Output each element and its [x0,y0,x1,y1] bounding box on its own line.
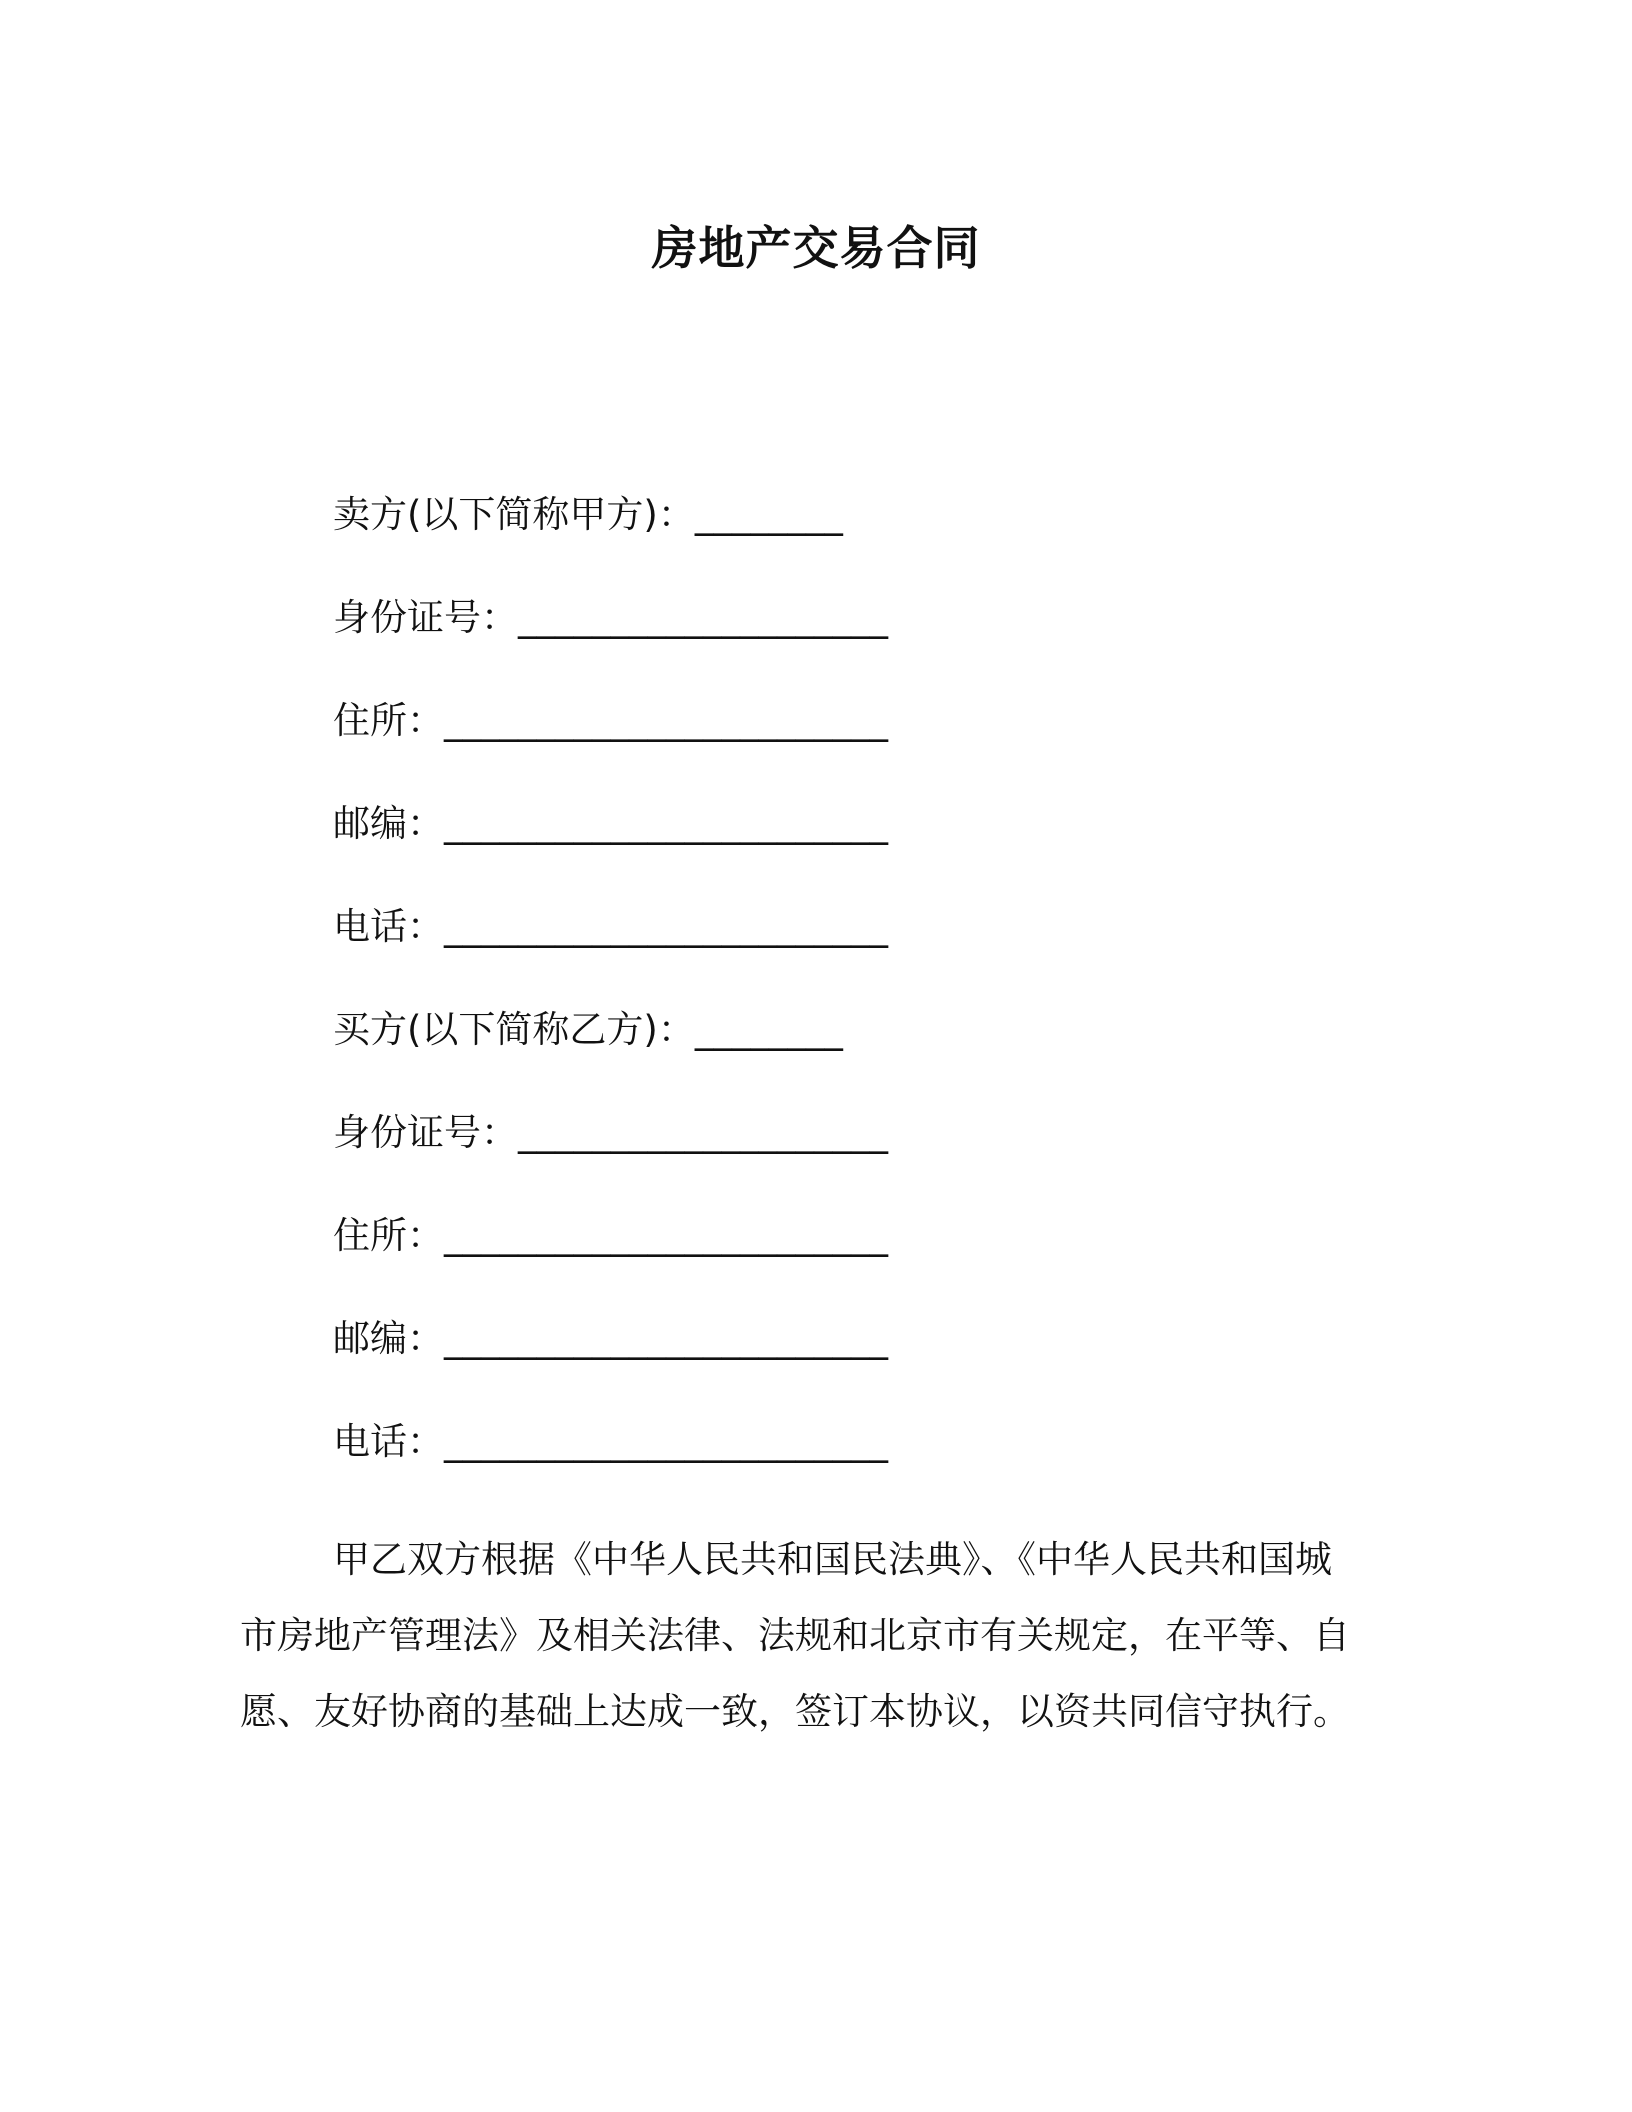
seller-address-label: 住所： [333,699,444,742]
seller-postcode-field [333,794,888,854]
seller-phone-label: 电话： [333,905,444,948]
buyer-name-blank: ________ [694,1008,843,1051]
preamble-line: 愿、友好协商的基础上达成一致，签订本协议，以资共同信守执行。 [240,1690,1350,1733]
seller-id-field [333,588,888,648]
buyer-postcode-blank: ________________________ [444,1317,888,1360]
seller-name-field [333,485,843,545]
seller-address-field [333,691,888,751]
buyer-phone-label: 电话： [333,1420,444,1463]
preamble-paragraph [240,1522,1390,1750]
seller-name-blank: ________ [694,493,843,536]
preamble-line: 甲乙双方根据《中华人民共和国民法典》、《中华人民共和国城 [333,1538,1332,1581]
buyer-postcode-label: 邮编： [333,1317,444,1360]
buyer-id-label: 身份证号： [333,1111,518,1154]
buyer-address-blank: ________________________ [444,1214,888,1257]
seller-phone-blank: ________________________ [444,905,888,948]
buyer-name-field [333,1000,843,1060]
buyer-address-field [333,1206,888,1266]
seller-name-label: 卖方(以下简称甲方)： [333,493,695,536]
buyer-phone-field [333,1412,888,1472]
document-title: 房地产交易合同 [651,221,981,275]
seller-postcode-label: 邮编： [333,802,444,845]
buyer-name-label: 买方(以下简称乙方)： [333,1008,695,1051]
buyer-address-label: 住所： [333,1214,444,1257]
seller-id-label: 身份证号： [333,596,518,639]
buyer-phone-blank: ________________________ [444,1420,888,1463]
seller-postcode-blank: ________________________ [444,802,888,845]
seller-address-blank: ________________________ [444,699,888,742]
buyer-id-blank: ____________________ [518,1111,888,1154]
buyer-id-field [333,1103,888,1163]
preamble-line: 市房地产管理法》及相关法律、法规和北京市有关规定，在平等、自 [240,1614,1350,1657]
buyer-postcode-field [333,1309,888,1369]
seller-id-blank: ____________________ [518,596,888,639]
seller-phone-field [333,897,888,957]
